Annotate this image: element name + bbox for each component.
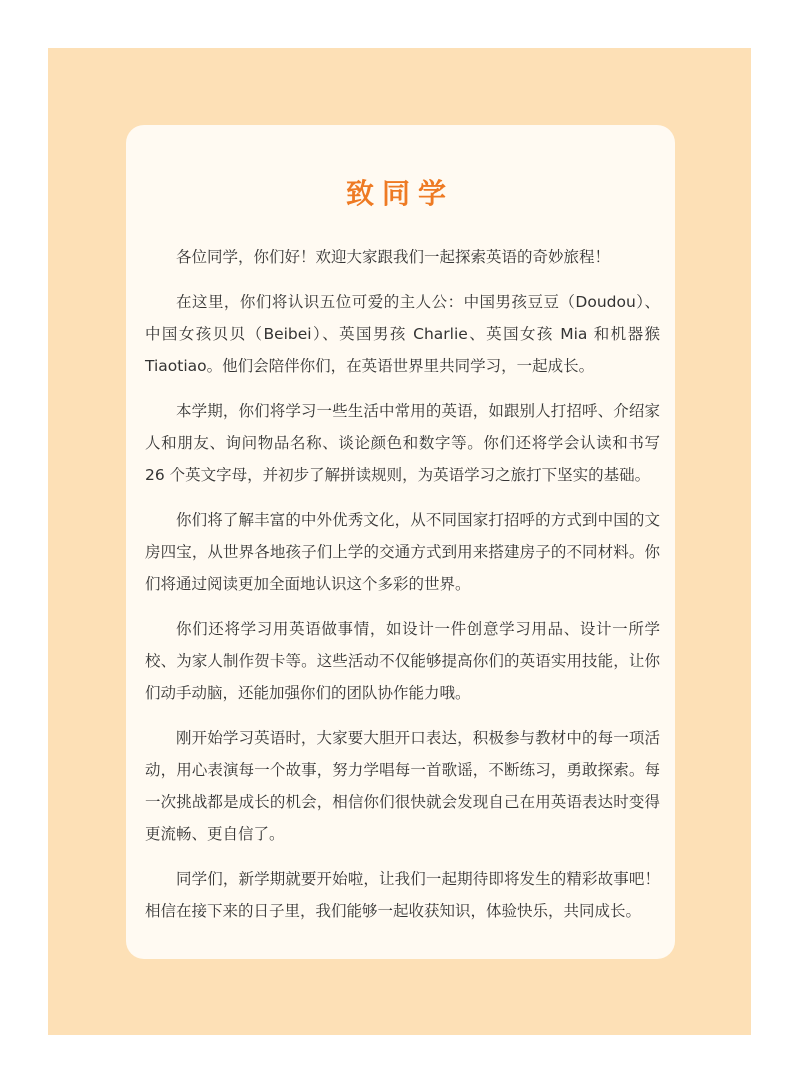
paragraph-encouragement: 刚开始学习英语时，大家要大胆开口表达，积极参与教材中的每一项活动，用心表演每一个故事，努力学唱每一首歌谣，不断练习，勇敢探索。每一次挑战都是成长的机会，相信你们很快就会发现自己在用英语表达时变得更流畅、更自信了。	[145, 729, 660, 843]
paragraph-closing: 同学们，新学期就要开始啦，让我们一起期待即将发生的精彩故事吧！相信在接下来的日子里，我们能够一起收获知识，体验快乐，共同成长。	[145, 870, 660, 920]
letter-body	[145, 241, 660, 940]
paragraph-characters: 在这里，你们将认识五位可爱的主人公：中国男孩豆豆（Doudou）、中国女孩贝贝（Beibei）、英国男孩 Charlie、英国女孩 Mia 和机器猴 Tiaotiao。他们会陪伴你们，在英语世界里共同学习，一起成长。	[145, 293, 660, 375]
paragraph-greeting: 各位同学，你们好！欢迎大家跟我们一起探索英语的奇妙旅程！	[176, 248, 611, 266]
letter-title: 致同学	[345, 177, 454, 210]
paragraph-culture: 你们将了解丰富的中外优秀文化，从不同国家打招呼的方式到中国的文房四宝，从世界各地孩子们上学的交通方式到用来搭建房子的不同材料。你们将通过阅读更加全面地认识这个多彩的世界。	[145, 511, 660, 593]
paragraph-semester: 本学期，你们将学习一些生活中常用的英语，如跟别人打招呼、介绍家人和朋友、询问物品名称、谈论颜色和数字等。你们还将学会认读和书写 26 个英文字母，并初步了解拼读规则，为英语学习之旅打下坚实的基础。	[145, 402, 660, 484]
paragraph-activities: 你们还将学习用英语做事情，如设计一件创意学习用品、设计一所学校、为家人制作贺卡等。这些活动不仅能够提高你们的英语实用技能，让你们动手动脑，还能加强你们的团队协作能力哦。	[145, 620, 660, 702]
